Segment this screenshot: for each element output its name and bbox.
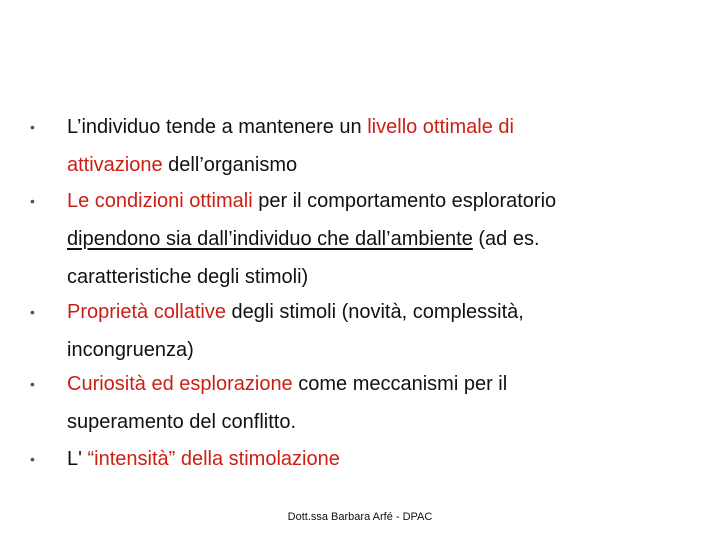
bullet-line bbox=[67, 440, 707, 478]
text-run: L’individuo tende a mantenere un bbox=[67, 116, 368, 138]
text-run: per il comportamento esploratorio bbox=[252, 190, 557, 212]
bullet-line bbox=[67, 258, 707, 296]
bullet-text bbox=[67, 365, 707, 441]
bullet-line bbox=[67, 403, 707, 441]
highlighted-text: Proprietà collative bbox=[67, 301, 226, 323]
bullet-line bbox=[67, 331, 707, 369]
bullet-marker: • bbox=[30, 451, 35, 467]
highlighted-text: Curiosità ed esplorazione bbox=[67, 373, 293, 395]
underlined-text: dipendono sia dall’individuo che dall’ambiente bbox=[67, 228, 473, 250]
text-run: (ad es. bbox=[472, 228, 540, 250]
bullet-text bbox=[67, 293, 707, 369]
text-run: degli stimoli (novità, complessità, bbox=[225, 301, 524, 323]
bullet-marker: • bbox=[30, 119, 35, 135]
bullet-line bbox=[67, 293, 707, 331]
text-run: come meccanismi per il bbox=[292, 373, 508, 395]
bullet-text bbox=[67, 182, 707, 296]
bullet-text bbox=[67, 108, 707, 184]
bullet-marker: • bbox=[30, 376, 35, 392]
highlighted-text: livello ottimale di bbox=[367, 116, 514, 138]
highlighted-text: Le condizioni ottimali bbox=[67, 190, 253, 212]
text-run: L' bbox=[67, 448, 88, 470]
bullet-marker: • bbox=[30, 304, 35, 320]
text-run: caratteristiche degli stimoli) bbox=[67, 266, 309, 288]
highlighted-text: attivazione bbox=[67, 154, 163, 176]
highlighted-text: “intensità” della stimolazione bbox=[87, 448, 340, 470]
text-run: incongruenza) bbox=[67, 339, 194, 361]
bullet-line bbox=[67, 220, 707, 258]
text-run: dell’organismo bbox=[162, 154, 298, 176]
bullet-marker: • bbox=[30, 193, 35, 209]
text-run: superamento del conflitto. bbox=[67, 411, 297, 433]
bullet-text bbox=[67, 440, 707, 478]
bullet-line bbox=[67, 365, 707, 403]
slide-footer: Dott.ssa Barbara Arfé - DPAC bbox=[287, 511, 433, 523]
bullet-line bbox=[67, 182, 707, 220]
bullet-line bbox=[67, 108, 707, 146]
bullet-line bbox=[67, 146, 707, 184]
